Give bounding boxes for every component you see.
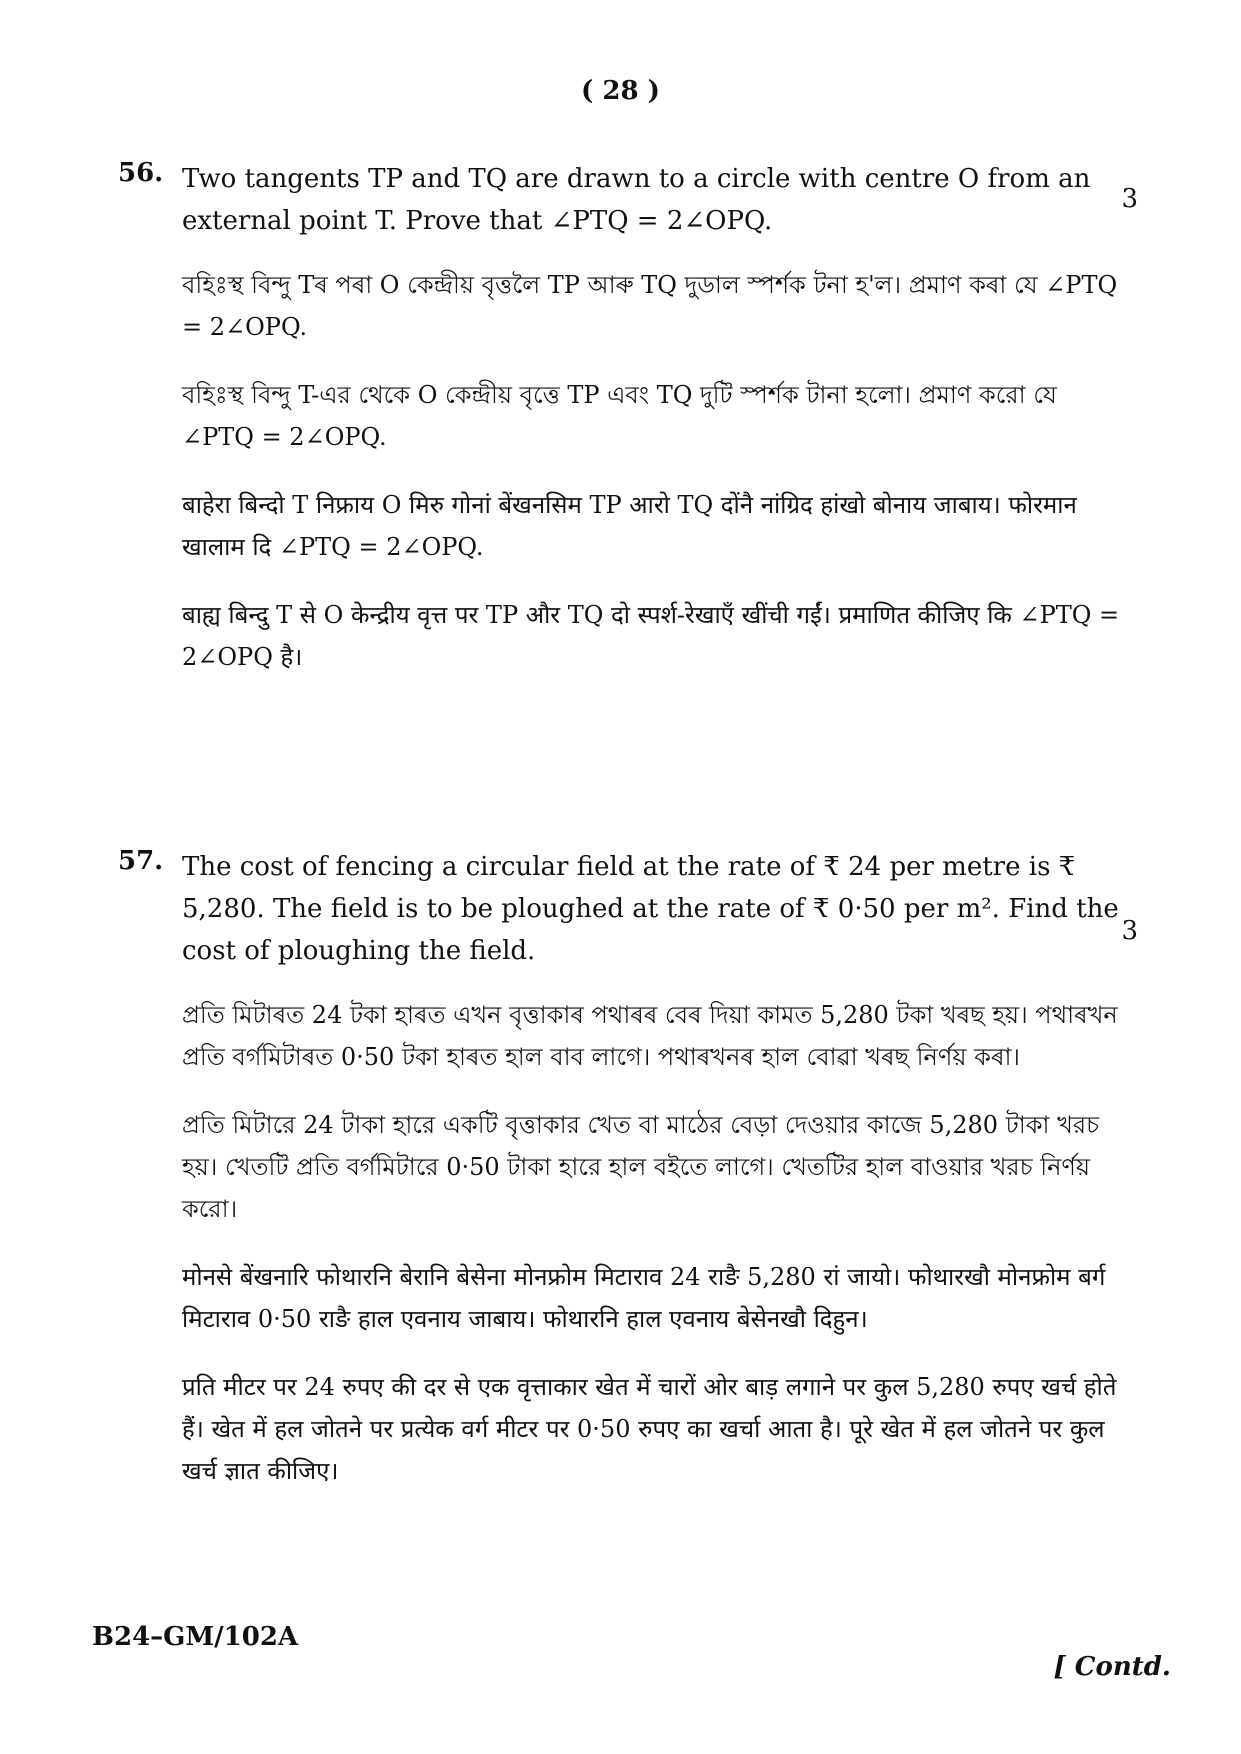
question-text-bodo: मोनसे बेंखनारि फोथारनि बेरानि बेसेना मोनफ्रोम मिटाराव 24 राङै 5,280 रां जायो। फोथारखौ मोनफ्रोम बर्ग मिटाराव 0·50 राङै हाल एवनाय जाबाय। फोथारनि हाल एवनाय बेसेनखौ दिहुन। <box>182 1263 1106 1333</box>
paper-code: B24–GM/102A <box>92 1622 299 1652</box>
question-body <box>182 158 1122 678</box>
page-number: ( 28 ) <box>581 76 660 106</box>
question-body <box>182 846 1122 1492</box>
question-text-assamese: বহিঃস্থ বিন্দু Tৰ পৰা O কেন্দ্ৰীয় বৃত্তলৈ TP আৰু TQ দুডাল স্পৰ্শক টনা হ'ল। প্ৰমাণ কৰা যে ∠PTQ = 2∠OPQ. <box>182 271 1118 341</box>
question-text-bengali: প্রতি মিটারে 24 টাকা হারে একটি বৃত্তাকার খেত বা মাঠের বেড়া দেওয়ার কাজে 5,280 টাকা খরচ হয়। খেতটি প্রতি বর্গমিটারে 0·50 টাকা হারে হাল বইতে লাগে। খেতটির হাল বাওয়ার খরচ নির্ণয় করো। <box>182 1111 1100 1223</box>
question-text-english: Two tangents TP and TQ are drawn to a circle with centre O from an external point T. Prove that ∠PTQ = 2∠OPQ. <box>182 164 1091 236</box>
question-text-hindi: बाह्य बिन्दु T से O केन्द्रीय वृत्त पर TP और TQ दो स्पर्श-रेखाएँ खींची गईं। प्रमाणित कीजिए कि ∠PTQ = 2∠OPQ है। <box>182 601 1120 671</box>
question-text-hindi: प्रति मीटर पर 24 रुपए की दर से एक वृत्ताकार खेत में चारों ओर बाड़ लगाने पर कुल 5,280 रुपए खर्च होते हैं। खेत में हल जोतने पर प्रत्येक वर्ग मीटर पर 0·50 रुपए का खर्चा आता है। पूरे खेत में हल जोतने पर कुल खर्च ज्ञात कीजिए। <box>182 1373 1117 1485</box>
question-number: 56. <box>118 158 164 188</box>
question-marks: 3 <box>1121 916 1138 946</box>
question-text-bengali: বহিঃস্থ বিন্দু T-এর থেকে O কেন্দ্রীয় বৃত্তে TP এবং TQ দুটি স্পর্শক টানা হলো। প্রমাণ করো যে ∠PTQ = 2∠OPQ. <box>182 381 1057 451</box>
question-number: 57. <box>118 846 164 876</box>
question-marks: 3 <box>1121 184 1138 214</box>
continued-label: [ Contd. <box>1053 1652 1171 1682</box>
question-56 <box>118 158 1138 704</box>
question-57 <box>118 846 1138 1518</box>
question-text-english: The cost of fencing a circular field at the rate of ₹ 24 per metre is ₹ 5,280. The field is to be ploughed at the rate of ₹ 0·50 per m². Find the cost of ploughing the field. <box>182 852 1119 966</box>
question-text-assamese: প্ৰতি মিটাৰত 24 টকা হাৰত এখন বৃত্তাকাৰ পথাৰৰ বেৰ দিয়া কামত 5,280 টকা খৰছ হয়। পথাৰখন প্ৰতি বৰ্গমিটাৰত 0·50 টকা হাৰত হাল বাব লাগে। পথাৰখনৰ হাল বোৱা খৰছ নিৰ্ণয় কৰা। <box>182 1001 1118 1071</box>
question-text-bodo: बाहेरा बिन्दो T निफ्राय O मिरु गोनां बेंखनसिम TP आरो TQ दोंनै नांग्रिद हांखो बोनाय जाबाय। फोरमान खालाम दि ∠PTQ = 2∠OPQ. <box>182 491 1077 561</box>
